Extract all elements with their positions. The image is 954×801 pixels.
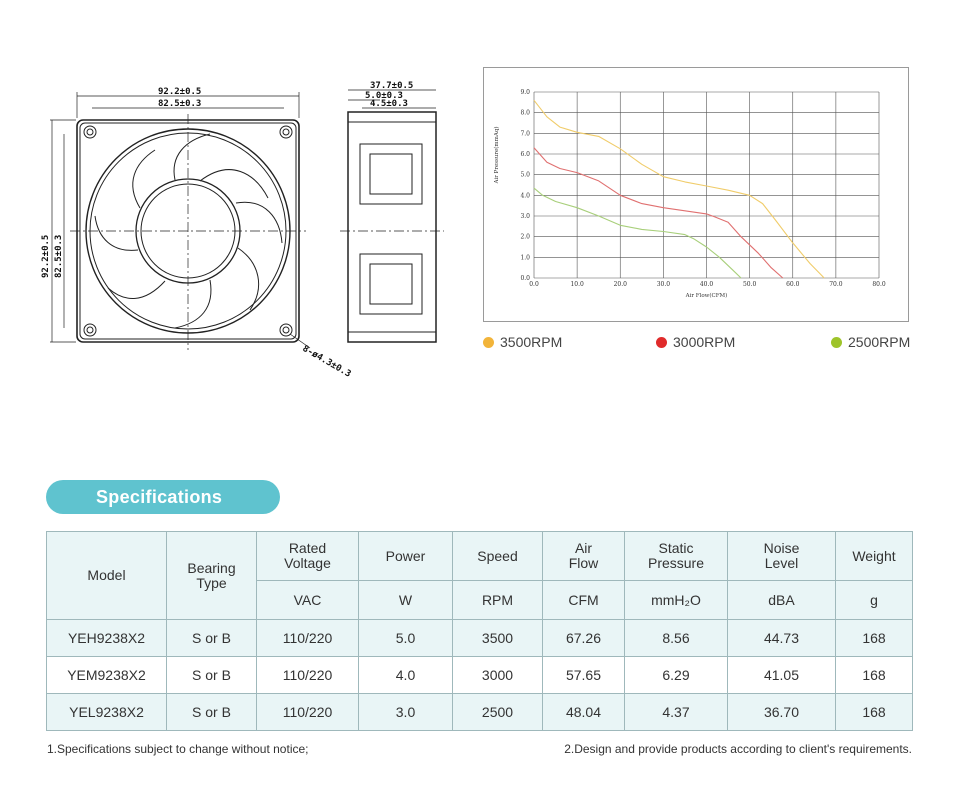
unit-power: W	[359, 581, 453, 620]
x-tick-label: 20.0	[613, 281, 627, 288]
y-tick-label: 7.0	[520, 130, 530, 138]
legend-label-3000: 3000RPM	[673, 334, 736, 350]
legend-item-3000	[656, 334, 735, 350]
footnote-left: 1.Specifications subject to change without notice;	[47, 742, 309, 756]
fan-technical-drawing	[40, 78, 414, 380]
cell-voltage: 110/220	[257, 694, 359, 731]
legend-item-2500	[831, 334, 910, 350]
cell-pressure: 4.37	[625, 694, 728, 731]
cell-bearing: S or B	[167, 657, 257, 694]
x-tick-label: 80.0	[872, 281, 886, 288]
legend-dot-2500	[831, 337, 842, 348]
legend-label-3500: 3500RPM	[500, 334, 563, 350]
cell-model: YEM9238X2	[47, 657, 167, 694]
y-tick-label: 3.0	[520, 213, 530, 220]
y-tick-label: 5.0	[520, 171, 530, 179]
cell-speed: 3500	[453, 620, 543, 657]
specifications-table	[46, 531, 913, 731]
x-tick-label: 50.0	[742, 281, 757, 288]
y-tick-label: 0.0	[520, 275, 530, 282]
unit-air-flow: CFM	[543, 581, 625, 620]
y-tick-label: 4.0	[520, 192, 530, 200]
x-tick-label: 60.0	[786, 281, 800, 288]
cell-pressure: 6.29	[625, 657, 728, 694]
specifications-heading: Specifications	[46, 480, 280, 514]
cell-pressure: 8.56	[625, 620, 728, 657]
y-tick-label: 6.0	[520, 151, 530, 158]
legend-label-2500: 2500RPM	[848, 334, 911, 350]
header-air-flow-label: Air Flow	[568, 540, 599, 571]
header-model: Model	[47, 532, 167, 620]
header-noise-level-label: Noise Level	[763, 540, 800, 571]
dim-rim1: 5.0±0.3	[365, 91, 403, 101]
dim-depth: 37.7±0.5	[370, 81, 414, 91]
performance-chart-box	[483, 67, 909, 322]
table-row	[47, 694, 913, 731]
footnote-right: 2.Design and provide products according to client's requirements.	[564, 742, 912, 756]
series-line-3000RPM	[534, 148, 783, 278]
cell-airflow: 67.26	[543, 620, 625, 657]
x-axis-label: Air Flow(CFM)	[685, 293, 728, 299]
cell-model: YEH9238X2	[47, 620, 167, 657]
legend-dot-3500	[483, 337, 494, 348]
cell-airflow: 48.04	[543, 694, 625, 731]
unit-rated-voltage: VAC	[257, 581, 359, 620]
cell-power: 4.0	[359, 657, 453, 694]
cell-model: YEL9238X2	[47, 694, 167, 731]
dim-inner-width: 82.5±0.3	[158, 99, 202, 109]
header-speed: Speed	[453, 532, 543, 581]
cell-airflow: 57.65	[543, 657, 625, 694]
cell-voltage: 110/220	[257, 620, 359, 657]
header-power: Power	[359, 532, 453, 581]
dim-outer-width: 92.2±0.5	[158, 87, 202, 97]
cell-noise: 36.70	[728, 694, 836, 731]
cell-voltage: 110/220	[257, 657, 359, 694]
cell-weight: 168	[836, 657, 913, 694]
x-tick-label: 70.0	[829, 281, 843, 288]
series-line-3500RPM	[534, 100, 824, 278]
y-tick-label: 2.0	[520, 233, 530, 241]
cell-speed: 3000	[453, 657, 543, 694]
cell-weight: 168	[836, 694, 913, 731]
cell-bearing: S or B	[167, 620, 257, 657]
chart-legend	[483, 334, 913, 354]
y-tick-label: 1.0	[520, 254, 530, 262]
y-axis-label: Air Pressure(mmAq)	[494, 126, 500, 184]
table-row	[47, 657, 913, 694]
legend-dot-3000	[656, 337, 667, 348]
unit-weight: g	[836, 581, 913, 620]
cell-power: 3.0	[359, 694, 453, 731]
cell-weight: 168	[836, 620, 913, 657]
header-static-pressure-label: Static Pressure	[647, 540, 705, 571]
header-bearing-type-label: Bearing Type	[187, 559, 236, 591]
header-static-pressure	[625, 532, 728, 581]
unit-noise-level: dBA	[728, 581, 836, 620]
header-rated-voltage-label: Rated Voltage	[284, 540, 331, 571]
x-tick-label: 30.0	[656, 281, 671, 288]
legend-item-3500	[483, 334, 562, 350]
cell-noise: 41.05	[728, 657, 836, 694]
x-tick-label: 0.0	[529, 281, 539, 288]
table-row	[47, 620, 913, 657]
performance-chart	[484, 68, 908, 321]
header-air-flow	[543, 532, 625, 581]
header-weight: Weight	[836, 532, 913, 581]
dim-inner-height: 82.5±0.3	[54, 234, 64, 278]
cell-speed: 2500	[453, 694, 543, 731]
unit-speed: RPM	[453, 581, 543, 620]
cell-bearing: S or B	[167, 694, 257, 731]
unit-static-pressure: mmH₂O	[625, 581, 728, 620]
cell-noise: 44.73	[728, 620, 836, 657]
dim-outer-height: 92.2±0.5	[41, 234, 51, 278]
header-rated-voltage	[257, 532, 359, 581]
dim-hole: 8-ø4.3±0.3	[300, 343, 353, 380]
y-tick-label: 9.0	[520, 89, 530, 96]
dim-rim2: 4.5±0.3	[370, 99, 408, 109]
x-tick-label: 10.0	[570, 281, 584, 288]
y-tick-label: 8.0	[520, 109, 530, 117]
table-header-row	[47, 532, 913, 581]
header-bearing-type	[167, 532, 257, 620]
x-tick-label: 40.0	[699, 281, 714, 288]
cell-power: 5.0	[359, 620, 453, 657]
header-noise-level	[728, 532, 836, 581]
